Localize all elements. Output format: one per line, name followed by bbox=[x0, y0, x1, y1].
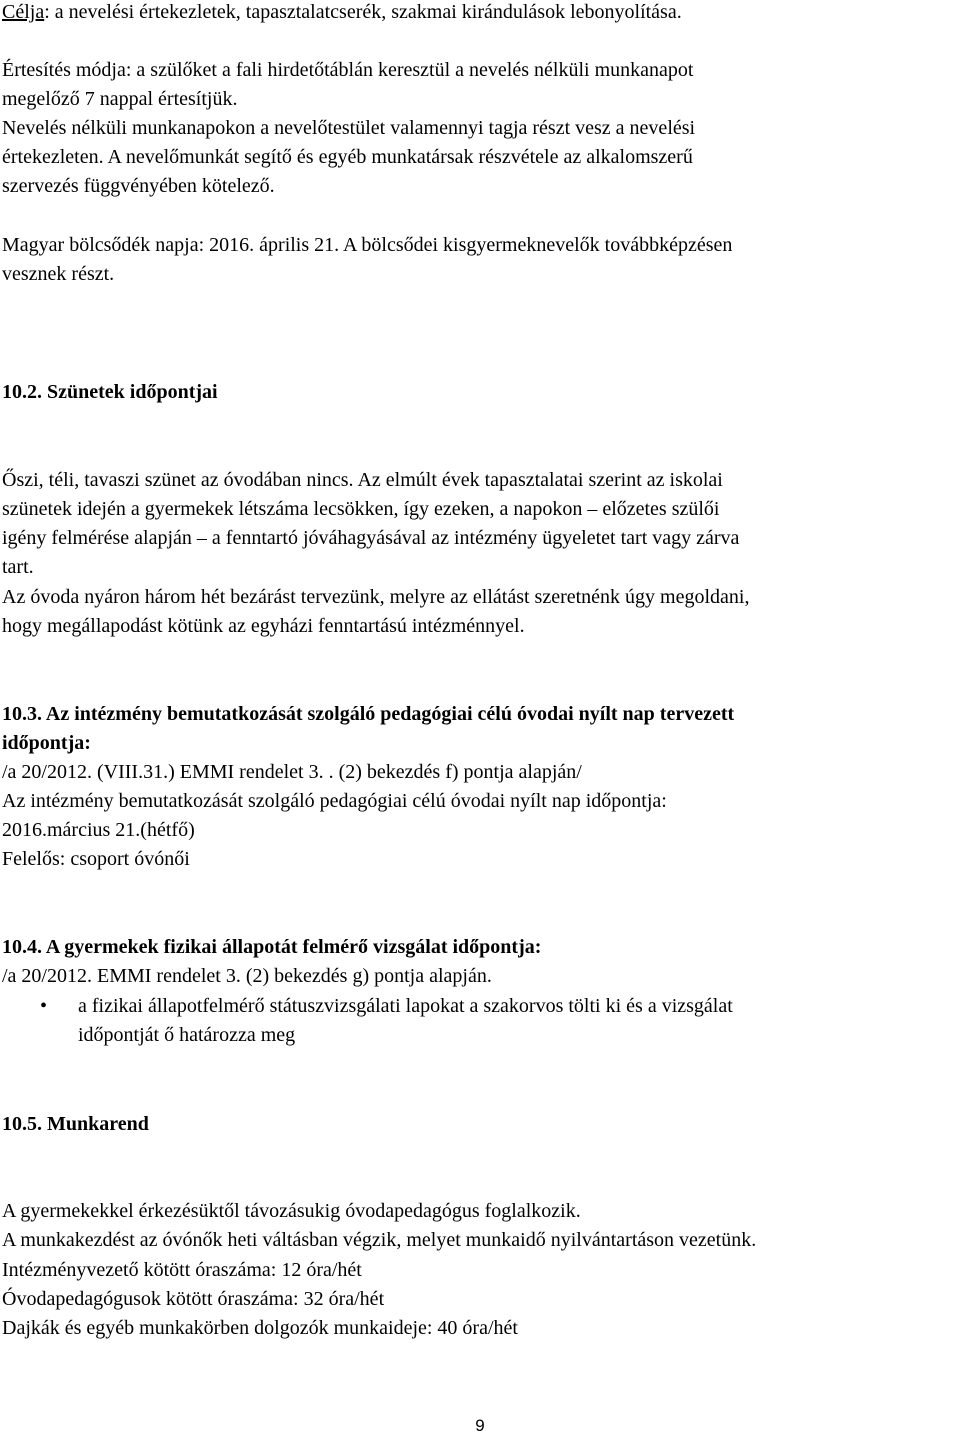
nyar-line-1: Az óvoda nyáron három hét bezárást tervezünk, melyre az ellátást szeretnénk úgy megoldani, bbox=[2, 586, 750, 608]
fizikai-bullet-line-1: a fizikai állapotfelmérő státuszvizsgálati lapokat a szakorvos tölti ki és a vizsgálat bbox=[78, 995, 733, 1017]
szunet-line-1: Őszi, téli, tavaszi szünet az óvodában nincs. Az elmúlt évek tapasztalatai szerint az iskolai bbox=[2, 469, 723, 491]
heading-10-3-line-1 bbox=[2, 702, 734, 726]
munkarend-line-2: A munkakezdést az óvónők heti váltásban végzik, melyet munkaidő nyilvántartáson vezetünk. bbox=[2, 1229, 757, 1251]
heading-10-3-line-2 bbox=[2, 731, 91, 755]
munkarend-line-3: Intézményvezető kötött óraszáma: 12 óra/hét bbox=[2, 1259, 362, 1281]
celja-text: : a nevelési értekezletek, tapasztalatcserék, szakmai kirándulások lebonyolítása. bbox=[44, 1, 682, 23]
munkarend-line-4: Óvodapedagógusok kötött óraszáma: 32 óra/hét bbox=[2, 1288, 385, 1310]
magyar-line-1: Magyar bölcsődék napja: 2016. április 21. A bölcsődei kisgyermeknevelők továbbképzésen bbox=[2, 234, 733, 256]
ertesites-line-1: Értesítés módja: a szülőket a fali hirdetőtáblán keresztül a nevelés nélküli munkanapot bbox=[2, 59, 694, 81]
fizikai-bullet-line-2: időpontját ő határozza meg bbox=[78, 1024, 296, 1046]
nyiltnap-line: Az intézmény bemutatkozását szolgáló pedagógiai célú óvodai nyílt nap időpontja: bbox=[2, 790, 667, 812]
celja-line bbox=[2, 0, 682, 24]
heading-10-4 bbox=[2, 935, 541, 959]
page-number: 9 bbox=[475, 1416, 485, 1435]
heading-10-2 bbox=[2, 380, 218, 404]
heading-10-5 bbox=[2, 1112, 149, 1136]
heading-10-5-text: 10.5. Munkarend bbox=[2, 1113, 149, 1135]
heading-10-4-text: 10.4. A gyermekek fizikai állapotát felmérő vizsgálat időpontja: bbox=[2, 936, 542, 958]
neveles-line-2: értekezleten. A nevelőmunkát segítő és egyéb munkatársak részvétele az alkalomszerű bbox=[2, 146, 693, 168]
nyiltnap-ref: /a 20/2012. (VIII.31.) EMMI rendelet 3. . (2) bekezdés f) pontja alapján/ bbox=[2, 761, 582, 783]
bullet-icon: • bbox=[40, 995, 48, 1017]
szunet-line-2: szünetek idején a gyermekek létszáma lecsökken, így ezeken, a napokon – előzetes szülői bbox=[2, 498, 720, 520]
heading-10-3-text-1: 10.3. Az intézmény bemutatkozását szolgáló pedagógiai célú óvodai nyílt nap tervezett bbox=[2, 703, 735, 725]
heading-10-2-text: 10.2. Szünetek időpontjai bbox=[2, 381, 218, 403]
nyar-line-2: hogy megállapodást kötünk az egyházi fenntartású intézménnyel. bbox=[2, 615, 525, 637]
szunet-line-3: igény felmérése alapján – a fenntartó jóváhagyásával az intézmény ügyeletet tart vagy zárva bbox=[2, 527, 740, 549]
magyar-line-2: vesznek részt. bbox=[2, 263, 115, 285]
nyiltnap-date: 2016.március 21.(hétfő) bbox=[2, 819, 195, 841]
heading-10-3-text-2: időpontja: bbox=[2, 732, 91, 754]
nyiltnap-felelos: Felelős: csoport óvónői bbox=[2, 848, 190, 870]
fizikai-ref: /a 20/2012. EMMI rendelet 3. (2) bekezdés g) pontja alapján. bbox=[2, 965, 492, 987]
szunet-line-4: tart. bbox=[2, 556, 34, 578]
celja-label: Célja bbox=[2, 1, 45, 23]
munkarend-line-5: Dajkák és egyéb munkakörben dolgozók munkaideje: 40 óra/hét bbox=[2, 1317, 518, 1339]
munkarend-line-1: A gyermekekkel érkezésüktől távozásukig óvodapedagógus foglalkozik. bbox=[2, 1200, 581, 1222]
neveles-line-3: szervezés függvényében kötelező. bbox=[2, 175, 275, 197]
neveles-line-1: Nevelés nélküli munkanapokon a nevelőtestület valamennyi tagja részt vesz a nevelési bbox=[2, 117, 696, 139]
ertesites-line-2: megelőző 7 nappal értesítjük. bbox=[2, 88, 238, 110]
